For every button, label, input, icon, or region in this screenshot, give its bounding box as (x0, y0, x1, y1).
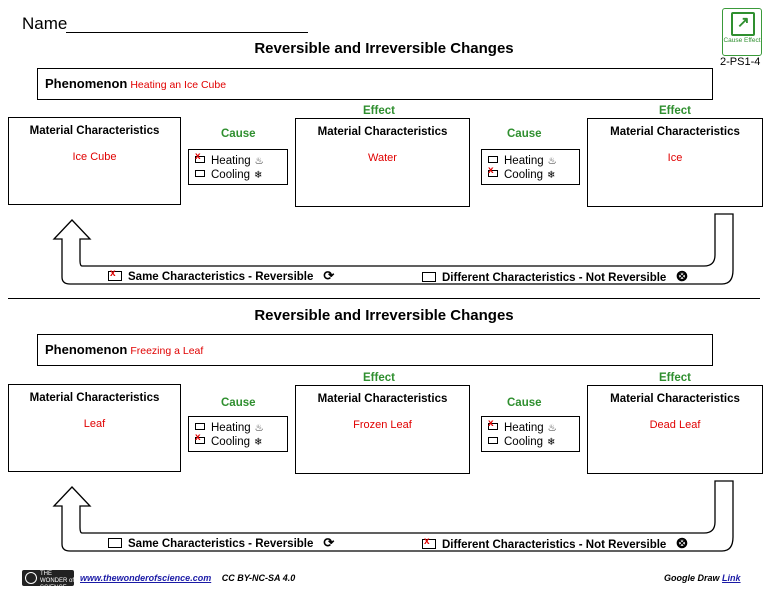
cause-label: Cause (221, 397, 256, 409)
license-text: CC BY-NC-SA 4.0 (221, 573, 296, 583)
material-value[interactable]: Ice (667, 152, 683, 164)
material-value[interactable]: Dead Leaf (649, 419, 701, 431)
effect-label: Effect (363, 105, 395, 117)
same-checkbox[interactable] (108, 267, 122, 281)
cooling-label: Cooling (504, 169, 543, 181)
section-title: Reversible and Irreversible Changes (254, 307, 514, 324)
check-x-icon: x (110, 267, 116, 279)
cooling-option[interactable] (488, 435, 555, 449)
phenomenon-label: Phenomenon (45, 76, 128, 91)
heating-checkbox[interactable] (195, 423, 205, 430)
material-value[interactable]: Water (368, 152, 397, 164)
material-box-1 (8, 384, 181, 472)
material-value[interactable]: Ice Cube (72, 151, 117, 163)
cooling-checkbox[interactable] (488, 165, 498, 177)
fire-icon: ♨ (547, 156, 557, 167)
effect-label: Effect (659, 372, 691, 384)
different-label: Different Characteristics - Not Reversible (442, 272, 667, 284)
different-option[interactable] (422, 268, 687, 285)
check-x-icon: x (195, 151, 201, 163)
name-label: Name (22, 14, 68, 33)
website-link[interactable]: www.thewonderofscience.com (80, 573, 212, 583)
phenomenon-value[interactable]: Heating an Ice Cube (130, 79, 227, 91)
cause-label: Cause (507, 397, 542, 409)
cooling-option[interactable] (195, 432, 263, 449)
different-checkbox[interactable] (422, 535, 436, 549)
material-title: Material Characteristics (29, 125, 160, 137)
fire-icon: ♨ (547, 423, 557, 434)
wonder-of-science-logo: THE WONDER of SCIENCE (22, 570, 74, 586)
snowflake-icon: ❄ (547, 437, 556, 448)
material-box-1 (8, 117, 181, 205)
different-label: Different Characteristics - Not Reversible (442, 539, 667, 551)
footer-left (80, 573, 295, 583)
cause-label: Cause (221, 128, 256, 140)
cause-options-2 (481, 149, 580, 185)
different-option[interactable] (422, 535, 687, 552)
heating-option[interactable] (195, 151, 264, 168)
cooling-label: Cooling (211, 169, 250, 181)
heating-option[interactable] (488, 418, 557, 435)
material-title: Material Characteristics (317, 126, 448, 138)
heating-label: Heating (504, 422, 544, 434)
check-x-icon: x (424, 535, 430, 547)
effect-label: Effect (363, 372, 395, 384)
section-title: Reversible and Irreversible Changes (254, 40, 514, 57)
cycle-icon: ⟳ (323, 535, 335, 550)
phenomenon-label: Phenomenon (45, 342, 128, 357)
snowflake-icon: ❄ (254, 170, 263, 181)
material-title: Material Characteristics (610, 126, 740, 138)
fire-icon: ♨ (254, 423, 264, 434)
check-x-icon: x (195, 432, 201, 444)
cause-options-1 (188, 416, 288, 452)
same-reversible-option[interactable] (108, 268, 334, 284)
same-reversible-option[interactable] (108, 535, 334, 551)
phenomenon-box (37, 334, 713, 366)
material-box-3 (587, 118, 763, 207)
snowflake-icon: ❄ (547, 170, 556, 181)
phenomenon-box (37, 68, 713, 100)
cooling-checkbox[interactable] (195, 170, 205, 177)
cooling-label: Cooling (211, 436, 250, 448)
cooling-option[interactable] (195, 168, 262, 182)
footer-right (664, 573, 741, 583)
same-checkbox[interactable] (108, 538, 122, 548)
cooling-checkbox[interactable] (488, 437, 498, 444)
cooling-label: Cooling (504, 436, 543, 448)
google-draw-link[interactable]: Link (722, 573, 741, 583)
cause-options-1 (188, 149, 288, 185)
heating-checkbox[interactable] (195, 151, 205, 163)
heating-label: Heating (211, 155, 251, 167)
material-box-2 (295, 118, 470, 207)
badge-text: Cause Effect (723, 37, 761, 44)
same-label: Same Characteristics - Reversible (128, 271, 314, 283)
cycle-icon: ⟳ (323, 268, 335, 283)
material-value[interactable]: Frozen Leaf (353, 419, 412, 431)
no-cycle-icon: ⨷ (676, 268, 688, 284)
phenomenon-value[interactable]: Freezing a Leaf (130, 345, 204, 357)
cooling-option[interactable] (488, 165, 556, 182)
material-title: Material Characteristics (29, 392, 160, 404)
cooling-checkbox[interactable] (195, 432, 205, 444)
google-draw-label: Google Draw (664, 573, 720, 583)
heating-label: Heating (504, 155, 544, 167)
heating-checkbox[interactable] (488, 156, 498, 163)
material-box-2 (295, 385, 470, 474)
material-value[interactable]: Leaf (83, 418, 106, 430)
section-divider (8, 298, 760, 299)
standard-code: 2-PS1-4 (720, 56, 761, 68)
material-box-3 (587, 385, 763, 474)
different-checkbox[interactable] (422, 272, 436, 282)
cause-options-2 (481, 416, 580, 452)
effect-label: Effect (659, 105, 691, 117)
heating-option[interactable] (195, 421, 264, 435)
heating-checkbox[interactable] (488, 418, 498, 430)
check-x-icon: x (488, 165, 494, 177)
material-title: Material Characteristics (610, 393, 740, 405)
cause-label: Cause (507, 128, 542, 140)
lightbulb-icon (25, 572, 37, 584)
name-line[interactable] (66, 32, 308, 33)
material-title: Material Characteristics (317, 393, 448, 405)
snowflake-icon: ❄ (254, 437, 263, 448)
same-label: Same Characteristics - Reversible (128, 538, 314, 550)
arrow-icon: ↗ (737, 14, 750, 31)
fire-icon: ♨ (254, 156, 264, 167)
check-x-icon: x (488, 418, 494, 430)
heating-option[interactable] (488, 154, 557, 168)
heating-label: Heating (211, 422, 251, 434)
no-cycle-icon: ⨷ (676, 535, 688, 551)
